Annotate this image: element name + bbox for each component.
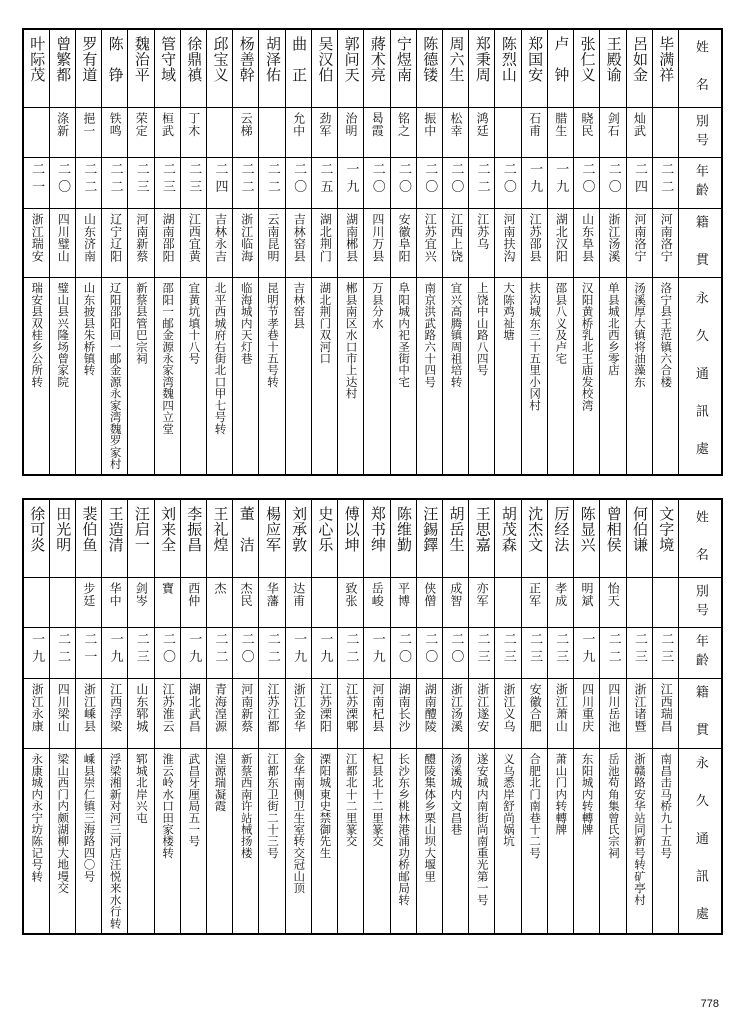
cell-age: 二一: [23, 158, 49, 209]
cell-name: 周六生: [443, 29, 469, 107]
cell-address: 湟源瑞凝霞: [207, 748, 233, 933]
table-row-address: [23, 748, 722, 933]
cell-age: 二三: [469, 628, 495, 679]
cell-age: 一九: [180, 628, 206, 679]
cell-alias: 治明: [338, 107, 364, 158]
cell-origin: 山东郓城: [128, 679, 154, 749]
cell-alias: 华中: [102, 577, 128, 628]
cell-name: 胡岳生: [443, 499, 469, 577]
cell-origin: 浙江永康: [23, 679, 49, 749]
column-header-origin: 籍 貫: [679, 208, 723, 278]
table-row-age: [23, 158, 722, 209]
cell-alias: 杰: [207, 577, 233, 628]
cell-name: 厉经法: [547, 499, 573, 577]
cell-name: 王造清: [102, 499, 128, 577]
cell-address: 辽阳邵阳回一邮金源永家湾魏罗家村: [102, 278, 128, 475]
cell-age: 二二: [469, 158, 495, 209]
cell-alias: 岳峻: [364, 577, 390, 628]
cell-alias: 侠僧: [416, 577, 442, 628]
cell-alias: [626, 577, 652, 628]
cell-origin: 湖南醴陵: [416, 679, 442, 749]
cell-alias: [23, 107, 49, 158]
cell-address: 湖北荆门双河口: [311, 278, 337, 475]
cell-name: 汪錫鐸: [416, 499, 442, 577]
cell-age: 二〇: [285, 158, 311, 209]
cell-age: 二二: [233, 158, 259, 209]
cell-address: 山东披县朱桥镇转: [75, 278, 101, 475]
cell-age: 一九: [311, 628, 337, 679]
cell-alias: 挹一: [75, 107, 101, 158]
cell-address: 东阳城内转轉牌: [574, 748, 600, 933]
cell-address: 长沙东乡桃林港浦功桥邮局转: [390, 748, 416, 933]
cell-name: 文字境: [652, 499, 678, 577]
cell-age: 二二: [259, 628, 285, 679]
cell-alias: [311, 577, 337, 628]
cell-alias: 剑岑: [128, 577, 154, 628]
cell-address: 临海城内天灯巷: [233, 278, 259, 475]
cell-address: 萧山门内转轉牌: [547, 748, 573, 933]
cell-alias: 平博: [390, 577, 416, 628]
cell-address: 璧山县兴隆场曾家院: [49, 278, 75, 475]
cell-address: 新蔡县管巴宗祠: [128, 278, 154, 475]
cell-age: 二三: [154, 158, 180, 209]
cell-alias: 曷霞: [364, 107, 390, 158]
cell-address: 江都北十二里篆交: [338, 748, 364, 933]
column-header-alias: 別号: [679, 107, 723, 158]
cell-address: 南京洪武路六十四号: [416, 278, 442, 475]
cell-address: 宜兴高腾镇周祖培转: [443, 278, 469, 475]
cell-age: 二二: [102, 158, 128, 209]
cell-origin: 山东阜县: [574, 208, 600, 278]
table-row-alias: [23, 107, 722, 158]
cell-origin: 四川璧山: [49, 208, 75, 278]
table-row-address: [23, 278, 722, 475]
cell-age: 二三: [521, 628, 547, 679]
cell-alias: 铁鸣: [102, 107, 128, 158]
cell-name: 徐可炎: [23, 499, 49, 577]
cell-name: 魏治平: [128, 29, 154, 107]
cell-origin: 吉林窑县: [285, 208, 311, 278]
cell-age: 二〇: [600, 158, 626, 209]
cell-age: 二四: [207, 158, 233, 209]
cell-name: 胡泽佑: [259, 29, 285, 107]
cell-alias: 亦军: [469, 577, 495, 628]
cell-origin: 湖北武昌: [180, 679, 206, 749]
cell-name: 刘承敦: [285, 499, 311, 577]
cell-address: 汤溪厚大镇将油藻东: [626, 278, 652, 475]
cell-age: 二三: [626, 628, 652, 679]
cell-origin: 云南昆明: [259, 208, 285, 278]
cell-alias: 孝成: [547, 577, 573, 628]
cell-address: 溧阳城東史禁御先生: [311, 748, 337, 933]
cell-origin: 江苏淮云: [154, 679, 180, 749]
cell-address: 浙赣路安华站同新号转矿亭村: [626, 748, 652, 933]
cell-name: 王礼煌: [207, 499, 233, 577]
cell-name: 楊应军: [259, 499, 285, 577]
cell-name: 史心乐: [311, 499, 337, 577]
cell-origin: 四川岳池: [600, 679, 626, 749]
cell-age: 一九: [574, 628, 600, 679]
cell-origin: 湖南邵阳: [154, 208, 180, 278]
cell-origin: 江苏邵县: [521, 208, 547, 278]
cell-origin: 浙江遂安: [469, 679, 495, 749]
cell-origin: 浙江瑞安: [23, 208, 49, 278]
cell-alias: 铭之: [390, 107, 416, 158]
cell-address: 浮梁湘新对河三河店汪悦来水行转: [102, 748, 128, 933]
cell-name: 曲 正: [285, 29, 311, 107]
cell-age: 二三: [495, 628, 521, 679]
cell-origin: 河南扶沟: [495, 208, 521, 278]
cell-alias: 劲军: [311, 107, 337, 158]
cell-origin: 江苏溧阳: [311, 679, 337, 749]
cell-origin: 湖南郴县: [338, 208, 364, 278]
cell-address: 邵县八义及卢宅: [547, 278, 573, 475]
cell-origin: 山东济南: [75, 208, 101, 278]
cell-address: 邵阳一邮金源永家湾魏四立堂: [154, 278, 180, 475]
cell-age: 一九: [23, 628, 49, 679]
cell-age: 二〇: [364, 158, 390, 209]
cell-name: 杨善幹: [233, 29, 259, 107]
table-row-name: [23, 29, 722, 107]
table-row-origin: [23, 679, 722, 749]
cell-origin: 浙江金华: [285, 679, 311, 749]
cell-address: 郓城北岸兴屯: [128, 748, 154, 933]
cell-origin: 浙江萧山: [547, 679, 573, 749]
cell-age: 二二: [600, 628, 626, 679]
cell-alias: 晓民: [574, 107, 600, 158]
cell-age: 二〇: [233, 628, 259, 679]
cell-origin: 河南新蔡: [128, 208, 154, 278]
cell-address: 吉林窑县: [285, 278, 311, 475]
cell-alias: 华藩: [259, 577, 285, 628]
cell-alias: [652, 107, 678, 158]
cell-name: 邱宝义: [207, 29, 233, 107]
cell-origin: 江苏溧郫: [338, 679, 364, 749]
column-header-address: 永 久 通 訊 處: [679, 748, 723, 933]
cell-alias: [23, 577, 49, 628]
cell-alias: 允中: [285, 107, 311, 158]
cell-address: 醴陵集体乡栗山坝大堰里: [416, 748, 442, 933]
cell-age: 二〇: [416, 628, 442, 679]
cell-alias: 正军: [521, 577, 547, 628]
cell-age: 二二: [207, 628, 233, 679]
cell-address: 武昌牙厘局五一号: [180, 748, 206, 933]
cell-alias: 丁木: [180, 107, 206, 158]
table-row-name: [23, 499, 722, 577]
cell-age: 一九: [547, 158, 573, 209]
cell-alias: 云梯: [233, 107, 259, 158]
cell-name: 呂如金: [626, 29, 652, 107]
cell-address: 瑞安县双桂乡公所转: [23, 278, 49, 475]
column-header-name: 姓 名: [679, 499, 723, 577]
cell-origin: 辽宁辽阳: [102, 208, 128, 278]
cell-address: 北平西城府右街北口甲七号转: [207, 278, 233, 475]
cell-address: 洛宁县王范镇六合楼: [652, 278, 678, 475]
cell-age: 一九: [285, 628, 311, 679]
cell-age: 二〇: [390, 628, 416, 679]
cell-age: 二〇: [443, 158, 469, 209]
cell-name: 宁煜南: [390, 29, 416, 107]
cell-alias: 灿武: [626, 107, 652, 158]
cell-name: 汪启一: [128, 499, 154, 577]
cell-origin: 江苏宜兴: [416, 208, 442, 278]
cell-name: 徐鼎禛: [180, 29, 206, 107]
column-header-age: 年齡: [679, 628, 723, 679]
cell-address: 金华南侧卫生室转交冠山顶: [285, 748, 311, 933]
column-header-address: 永 久 通 訊 處: [679, 278, 723, 475]
cell-origin: 江苏江都: [259, 679, 285, 749]
cell-address: 汉阳黄桥乳北王庙发校湾: [574, 278, 600, 475]
column-header-age: 年齡: [679, 158, 723, 209]
cell-address: 新蔡西南许站械扬楼: [233, 748, 259, 933]
cell-origin: 安徽阜阳: [390, 208, 416, 278]
cell-alias: 西仲: [180, 577, 206, 628]
cell-address: 岳池苟角集曾氏宗祠: [600, 748, 626, 933]
cell-name: 李振昌: [180, 499, 206, 577]
cell-age: 二三: [128, 628, 154, 679]
cell-address: 单县城北西乡零店: [600, 278, 626, 475]
cell-age: 二〇: [154, 628, 180, 679]
cell-name: 毕满祥: [652, 29, 678, 107]
cell-address: 汤溪城内文昌巷: [443, 748, 469, 933]
cell-age: 二〇: [443, 628, 469, 679]
cell-name: 郑书绅: [364, 499, 390, 577]
cell-origin: 四川重庆: [574, 679, 600, 749]
cell-name: 曾相侯: [600, 499, 626, 577]
cell-name: 吴汉伯: [311, 29, 337, 107]
cell-alias: 明斌: [574, 577, 600, 628]
cell-origin: 安徽合肥: [521, 679, 547, 749]
cell-alias: 荣定: [128, 107, 154, 158]
cell-name: 蔣术亮: [364, 29, 390, 107]
cell-age: 二三: [128, 158, 154, 209]
cell-age: 一九: [364, 628, 390, 679]
cell-alias: 鸿廷: [469, 107, 495, 158]
cell-alias: 剑石: [600, 107, 626, 158]
cell-origin: 江西浮梁: [102, 679, 128, 749]
cell-name: 曾繁都: [49, 29, 75, 107]
page-number: 778: [700, 998, 719, 1010]
cell-address: 昆明节孝巷十五号转: [259, 278, 285, 475]
cell-address: 合肥北门南巷十二号: [521, 748, 547, 933]
table-row-origin: [23, 208, 722, 278]
cell-alias: [652, 577, 678, 628]
table-row-age: [23, 628, 722, 679]
column-header-name: 姓 名: [679, 29, 723, 107]
cell-name: 何伯谦: [626, 499, 652, 577]
cell-name: 罗有道: [75, 29, 101, 107]
cell-origin: 湖北汉阳: [547, 208, 573, 278]
cell-alias: 致张: [338, 577, 364, 628]
roster-table-top: [22, 28, 723, 476]
cell-age: 二〇: [49, 158, 75, 209]
roster-table-bottom: [22, 498, 723, 934]
cell-name: 田光明: [49, 499, 75, 577]
cell-origin: 浙江汤溪: [600, 208, 626, 278]
cell-alias: 腊生: [547, 107, 573, 158]
cell-origin: 浙江义乌: [495, 679, 521, 749]
cell-address: 大陈鸡祉塘: [495, 278, 521, 475]
cell-alias: [495, 107, 521, 158]
cell-age: 二二: [652, 158, 678, 209]
cell-name: 陈德镂: [416, 29, 442, 107]
cell-alias: 怡天: [600, 577, 626, 628]
cell-origin: 浙江临海: [233, 208, 259, 278]
cell-origin: 湖北荆门: [311, 208, 337, 278]
cell-name: 刘来全: [154, 499, 180, 577]
cell-age: 一九: [521, 158, 547, 209]
cell-name: 陈烈山: [495, 29, 521, 107]
cell-alias: [259, 107, 285, 158]
cell-alias: 桓武: [154, 107, 180, 158]
column-header-alias: 別号: [679, 577, 723, 628]
cell-address: 扶沟城东三十五里小冈村: [521, 278, 547, 475]
cell-origin: 浙江嵊县: [75, 679, 101, 749]
cell-address: 阜阳城内祀圣街中宅: [390, 278, 416, 475]
cell-name: 王殿谕: [600, 29, 626, 107]
cell-origin: 河南洛宁: [652, 208, 678, 278]
cell-alias: 涤新: [49, 107, 75, 158]
cell-name: 王思嘉: [469, 499, 495, 577]
cell-address: 嵊县崇仁镇三海路四〇号: [75, 748, 101, 933]
cell-name: 管守域: [154, 29, 180, 107]
cell-alias: 振中: [416, 107, 442, 158]
cell-name: 陈 铮: [102, 29, 128, 107]
cell-age: 二三: [547, 628, 573, 679]
cell-origin: 江西上饶: [443, 208, 469, 278]
cell-origin: 青海湟源: [207, 679, 233, 749]
cell-address: 杞县北十二里篆交: [364, 748, 390, 933]
cell-origin: 四川万县: [364, 208, 390, 278]
cell-name: 裴伯鱼: [75, 499, 101, 577]
cell-origin: 河南新蔡: [233, 679, 259, 749]
cell-origin: 浙江汤溪: [443, 679, 469, 749]
cell-age: 二四: [626, 158, 652, 209]
column-header-origin: 籍 貫: [679, 679, 723, 749]
cell-alias: 松幸: [443, 107, 469, 158]
cell-alias: [495, 577, 521, 628]
cell-alias: [207, 107, 233, 158]
cell-age: 二二: [338, 628, 364, 679]
cell-address: 郴县南区水口市上达村: [338, 278, 364, 475]
cell-alias: 寶: [154, 577, 180, 628]
cell-address: 梁山西门内颇湖柳大地墁交: [49, 748, 75, 933]
cell-name: 傅以坤: [338, 499, 364, 577]
cell-origin: 湖南长沙: [390, 679, 416, 749]
cell-name: 叶际茂: [23, 29, 49, 107]
cell-address: 遂安城内南街尚南重光第一号: [469, 748, 495, 933]
cell-name: 郭问天: [338, 29, 364, 107]
cell-origin: 江苏乌: [469, 208, 495, 278]
cell-origin: 江西瑞昌: [652, 679, 678, 749]
cell-address: 江都东卫街二十三号: [259, 748, 285, 933]
cell-age: 二五: [311, 158, 337, 209]
cell-name: 陈维勤: [390, 499, 416, 577]
cell-age: 二二: [259, 158, 285, 209]
cell-name: 卢 钟: [547, 29, 573, 107]
cell-age: 一九: [102, 628, 128, 679]
cell-age: 二一: [75, 628, 101, 679]
cell-name: 胡茂森: [495, 499, 521, 577]
cell-alias: 达甫: [285, 577, 311, 628]
cell-age: 二二: [49, 628, 75, 679]
cell-age: 二二: [75, 158, 101, 209]
cell-address: 上饶中山路八四号: [469, 278, 495, 475]
cell-age: 二〇: [574, 158, 600, 209]
cell-origin: 河南杞县: [364, 679, 390, 749]
cell-alias: 成智: [443, 577, 469, 628]
cell-address: 永康城内永宁坊陈记号转: [23, 748, 49, 933]
cell-age: 二三: [180, 158, 206, 209]
cell-alias: 杰民: [233, 577, 259, 628]
cell-age: 二〇: [495, 158, 521, 209]
cell-origin: 四川梁山: [49, 679, 75, 749]
cell-age: 一九: [338, 158, 364, 209]
cell-origin: 江西宜黄: [180, 208, 206, 278]
table-row-alias: [23, 577, 722, 628]
cell-alias: 石甫: [521, 107, 547, 158]
cell-name: 郑秉周: [469, 29, 495, 107]
cell-origin: 河南洛宁: [626, 208, 652, 278]
cell-name: 张仁义: [574, 29, 600, 107]
cell-name: 沈杰文: [521, 499, 547, 577]
cell-name: 郑国安: [521, 29, 547, 107]
cell-name: 董 洁: [233, 499, 259, 577]
cell-address: 宜黄坑填十八号: [180, 278, 206, 475]
cell-age: 二三: [652, 628, 678, 679]
cell-age: 二〇: [416, 158, 442, 209]
cell-address: 淮云岭水口田家楼转: [154, 748, 180, 933]
cell-address: 南昌击马桥九十五号: [652, 748, 678, 933]
cell-origin: 浙江诸暨: [626, 679, 652, 749]
cell-origin: 吉林永吉: [207, 208, 233, 278]
cell-name: 陈显兴: [574, 499, 600, 577]
cell-address: 万县分水: [364, 278, 390, 475]
cell-address: 义乌悉岸舒尚娲坑: [495, 748, 521, 933]
cell-alias: 步廷: [75, 577, 101, 628]
cell-alias: [49, 577, 75, 628]
cell-age: 二〇: [390, 158, 416, 209]
